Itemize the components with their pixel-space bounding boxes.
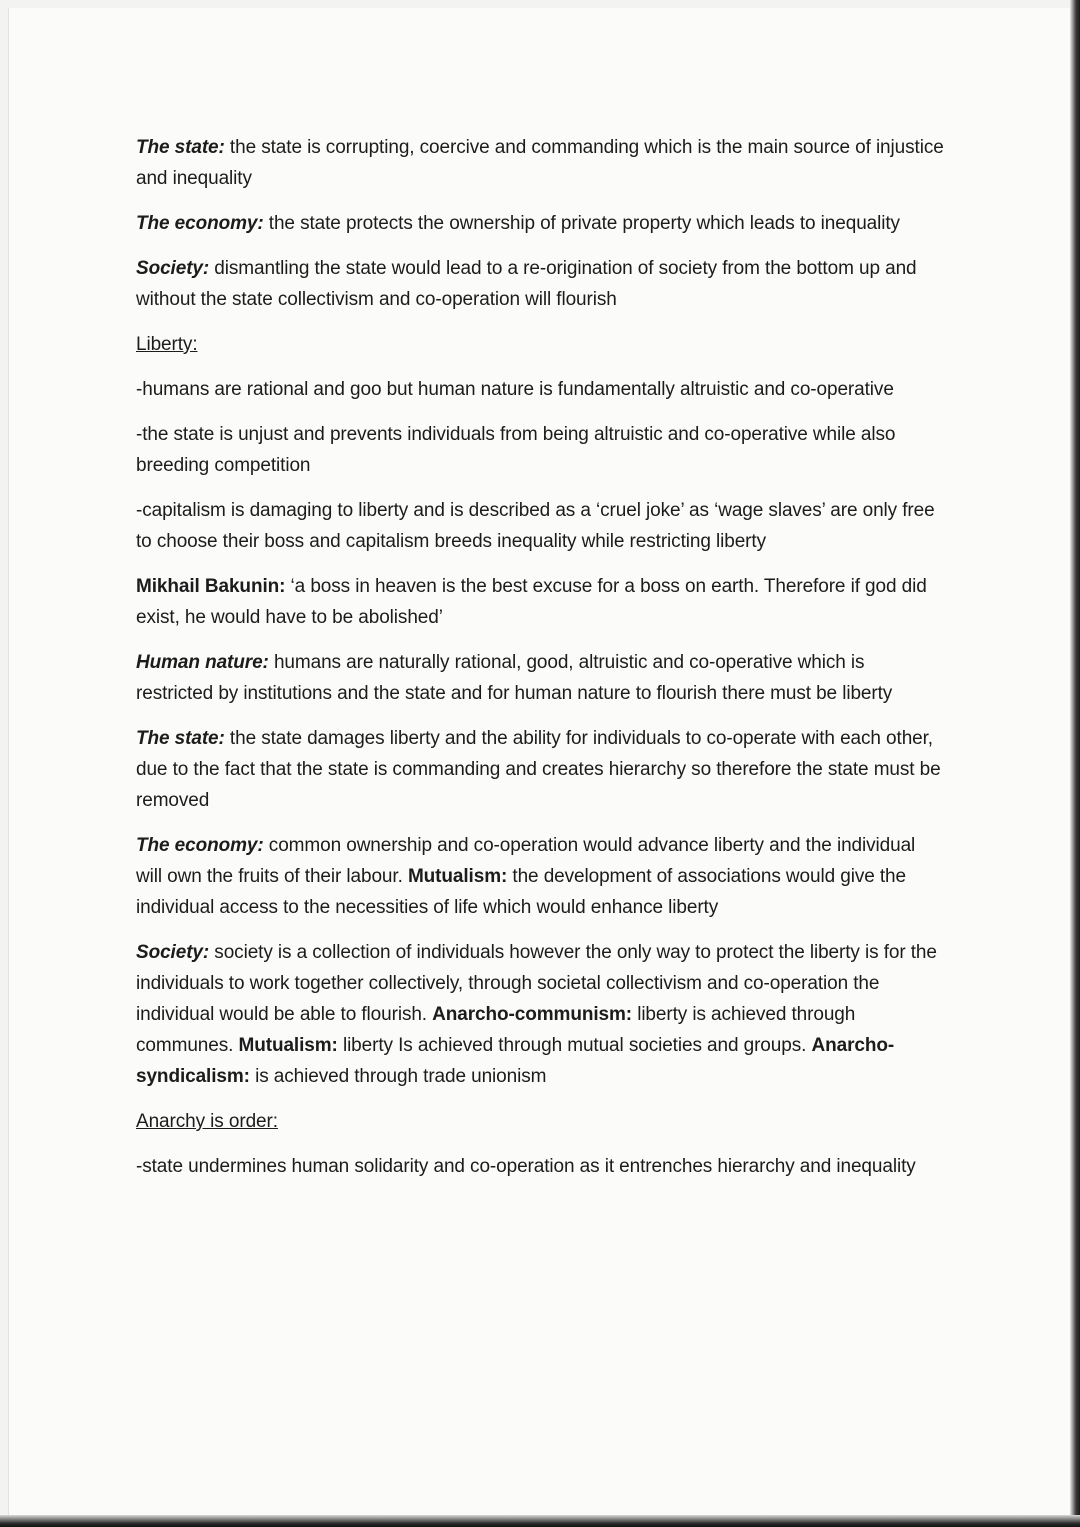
term-text: society is a collection of individuals however the only way to protect the liberty is for the individuals to work together collectively, through societal collectivism and co-operation the individual would be able to flourish. <box>136 942 937 1025</box>
page-edge-right <box>1070 0 1080 1527</box>
term-text: liberty Is achieved through mutual societies and groups. <box>337 1035 812 1056</box>
bullet-capitalism <box>136 495 944 557</box>
para-bakunin-quote <box>136 571 944 633</box>
bullet-state-unjust <box>136 419 944 481</box>
term-label: The state: <box>136 728 225 749</box>
bullet-text: -capitalism is damaging to liberty and is described as a ‘cruel joke’ as ‘wage slaves’ are only free to choose their boss and capitalism breeds inequality while restricting liberty <box>136 500 935 552</box>
bullet-human-nature <box>136 374 944 405</box>
term-label: The economy: <box>136 213 264 234</box>
bullet-text: -state undermines human solidarity and co-operation as it entrenches hierarchy and inequality <box>136 1156 916 1177</box>
term-text: the development of associations would give the individual access to the necessities of life which would enhance liberty <box>136 866 906 918</box>
term-label: The economy: <box>136 835 264 856</box>
para-society-2 <box>136 937 944 1092</box>
heading-liberty <box>136 329 944 360</box>
term-text: humans are naturally rational, good, altruistic and co-operative which is restricted by institutions and the state and for human nature to flourish there must be liberty <box>136 652 893 704</box>
term-text: liberty is achieved through communes. <box>136 1004 856 1056</box>
term-label: Human nature: <box>136 652 269 673</box>
term-text: is achieved through trade unionism <box>249 1066 547 1087</box>
term-label: Mikhail Bakunin: <box>136 576 286 597</box>
term-label: Mutualism: <box>238 1035 338 1056</box>
term-text: dismantling the state would lead to a re-origination of society from the bottom up and without the state collectivism and co-operation will flourish <box>136 258 917 310</box>
bullet-text: -the state is unjust and prevents individuals from being altruistic and co-operative while also breeding competition <box>136 424 896 476</box>
page-edge-bottom <box>0 1515 1080 1527</box>
term-text: the state is corrupting, coercive and commanding which is the main source of injustice and inequality <box>136 137 944 189</box>
bullet-text: -humans are rational and goo but human nature is fundamentally altruistic and co-operative <box>136 379 894 400</box>
para-state-1 <box>136 132 944 194</box>
heading-anarchy-order <box>136 1106 944 1137</box>
term-text: the state protects the ownership of private property which leads to inequality <box>263 213 900 234</box>
notes-body <box>136 132 944 1196</box>
para-human-nature <box>136 647 944 709</box>
term-label: Mutualism: <box>407 866 508 887</box>
section-heading: Liberty: <box>136 334 198 355</box>
para-society-1 <box>136 253 944 315</box>
term-text: the state damages liberty and the ability for individuals to co-operate with each other, due to the fact that the state is commanding and creates hierarchy so therefore the state must be removed <box>136 728 941 811</box>
term-text: ‘a boss in heaven is the best excuse for a boss on earth. Therefore if god did exist, he would have to be abolished’ <box>136 576 927 628</box>
term-text: common ownership and co-operation would advance liberty and the individual will own the fruits of their labour. <box>136 835 916 887</box>
term-label: Anarcho-syndicalism: <box>136 1035 895 1087</box>
section-heading: Anarchy is order: <box>136 1111 278 1132</box>
bullet-state-solidarity <box>136 1151 944 1182</box>
term-label: Society: <box>136 942 210 963</box>
para-state-2 <box>136 723 944 816</box>
term-label: Anarcho-communism: <box>432 1004 633 1025</box>
para-economy-1 <box>136 208 944 239</box>
para-economy-2 <box>136 830 944 923</box>
term-label: Society: <box>136 258 210 279</box>
term-label: The state: <box>136 137 225 158</box>
